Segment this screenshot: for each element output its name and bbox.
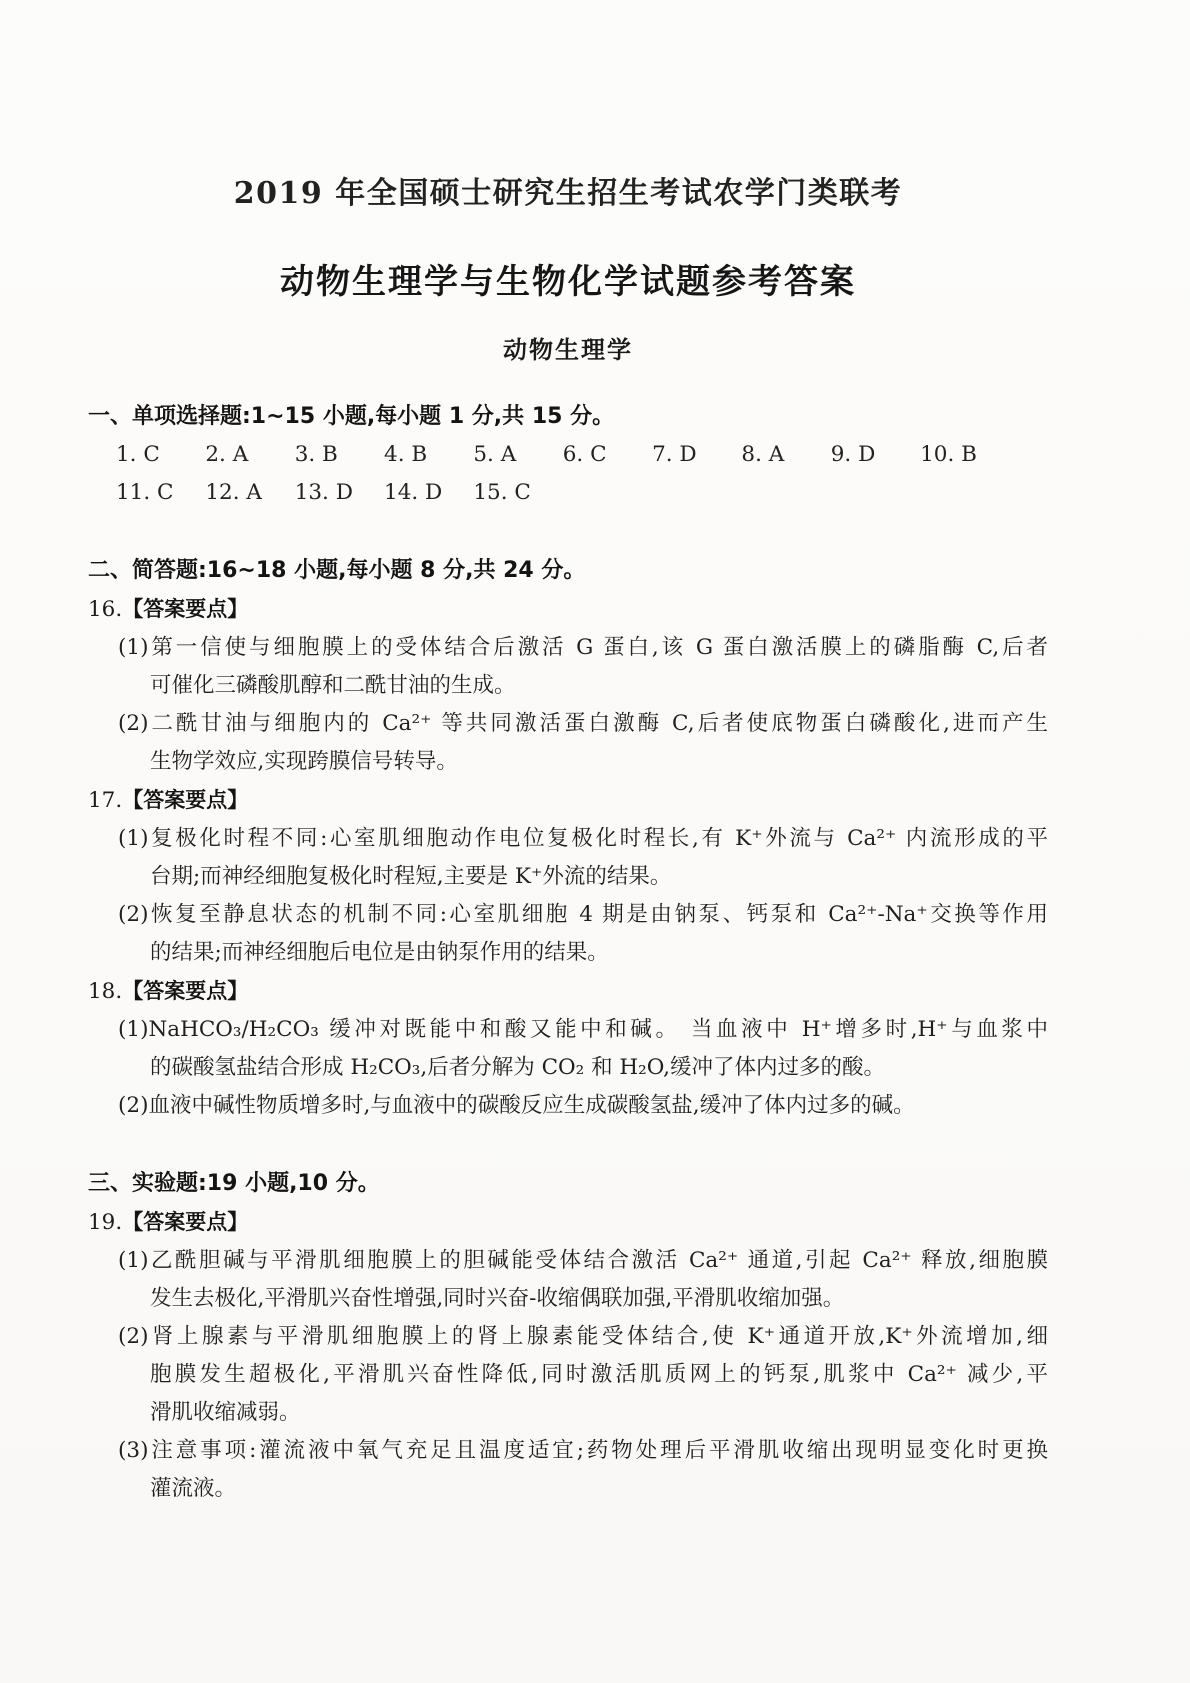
answer-line: 胞膜发生超极化,平滑肌兴奋性降低,同时激活肌质网上的钙泵,肌浆中 Ca²⁺ 减少,平	[150, 1362, 1048, 1387]
question-number: 19.	[88, 1210, 123, 1235]
answer-item: 13. D	[294, 480, 353, 505]
answer-item: 1. C	[116, 442, 160, 467]
question-19-block	[88, 1203, 1048, 1508]
answer-line: (1)复极化时程不同:心室肌细胞动作电位复极化时程长,有 K⁺外流与 Ca²⁺ 内流形成的平	[118, 826, 1048, 851]
question-18-label	[88, 972, 1048, 1011]
answer-line: 台期;而神经细胞复极化时程短,主要是 K⁺外流的结果。	[150, 864, 672, 889]
answer-line: 生物学效应,实现跨膜信号转导。	[150, 749, 458, 774]
answer-item: 11. C	[116, 480, 174, 505]
answer-key-tag: 【答案要点】	[122, 597, 249, 621]
exam-title: 2019 年全国硕士研究生招生考试农学门类联考	[233, 176, 903, 211]
answer-line: 灌流液。	[150, 1476, 237, 1501]
section-2-heading: 二、简答题:16~18 小题,每小题 8 分,共 24 分。	[88, 558, 586, 583]
answer-item: 7. D	[652, 442, 697, 467]
answer-item: 8. A	[741, 442, 785, 467]
answer-item: 3. B	[294, 442, 338, 467]
question-17-block	[88, 781, 1048, 972]
answer-line: 发生去极化,平滑肌兴奋性增强,同时兴奋-收缩偶联加强,平滑肌收缩加强。	[150, 1286, 845, 1311]
answer-key-tag: 【答案要点】	[122, 979, 249, 1003]
question-number: 18.	[88, 979, 123, 1004]
question-number: 17.	[88, 788, 123, 813]
answer-line: 可催化三磷酸肌醇和二酰甘油的生成。	[150, 673, 516, 698]
question-19-label	[88, 1203, 1048, 1242]
question-18-block	[88, 972, 1048, 1125]
answer-key-tag: 【答案要点】	[122, 1210, 249, 1234]
answer-item: 5. A	[473, 442, 517, 467]
question-16-block	[88, 590, 1048, 781]
question-17-label	[88, 781, 1048, 820]
answer-item: 2. A	[205, 442, 249, 467]
answer-line: (1)乙酰胆碱与平滑肌细胞膜上的胆碱能受体结合激活 Ca²⁺ 通道,引起 Ca²⁺ 释放,细胞膜	[118, 1248, 1048, 1273]
answer-line: (2)血液中碱性物质增多时,与血液中的碳酸反应生成碳酸氢盐,缓冲了体内过多的碱。	[118, 1093, 915, 1118]
answers-row-2	[116, 474, 1048, 512]
answer-line: 的结果;而神经细胞后电位是由钠泵作用的结果。	[150, 940, 609, 965]
section-1-heading: 一、单项选择题:1~15 小题,每小题 1 分,共 15 分。	[88, 404, 615, 429]
answer-line: (1)NaHCO₃/H₂CO₃ 缓冲对既能中和酸又能中和碱。 当血液中 H⁺增多时,H⁺与血浆中	[118, 1017, 1048, 1042]
answers-row-1	[116, 436, 1048, 474]
answer-item: 9. D	[830, 442, 876, 467]
section-3-heading: 三、实验题:19 小题,10 分。	[88, 1171, 380, 1196]
answer-item: 4. B	[384, 442, 428, 467]
question-16-label	[88, 590, 1048, 629]
subject-heading: 动物生理学	[503, 336, 633, 364]
answer-line: (3)注意事项:灌流液中氧气充足且温度适宜;药物处理后平滑肌收缩出现明显变化时更换	[118, 1438, 1048, 1463]
answer-line: 的碳酸氢盐结合形成 H₂CO₃,后者分解为 CO₂ 和 H₂O,缓冲了体内过多的酸。	[150, 1055, 886, 1080]
answer-item: 6. C	[562, 442, 607, 467]
answer-line: (2)二酰甘油与细胞内的 Ca²⁺ 等共同激活蛋白激酶 C,后者使底物蛋白磷酸化,进而产生	[118, 711, 1048, 736]
answer-item: 15. C	[473, 480, 531, 505]
answer-item: 10. B	[920, 442, 977, 467]
answer-key-tag: 【答案要点】	[122, 788, 249, 812]
answer-line: (2)肾上腺素与平滑肌细胞膜上的肾上腺素能受体结合,使 K⁺通道开放,K⁺外流增加,细	[118, 1324, 1048, 1349]
answer-line: (2)恢复至静息状态的机制不同:心室肌细胞 4 期是由钠泵、钙泵和 Ca²⁺-Na⁺交换等作用	[118, 902, 1048, 927]
answer-line: 滑肌收缩减弱。	[150, 1400, 301, 1425]
document-title: 动物生理学与生物化学试题参考答案	[280, 262, 856, 302]
question-number: 16.	[88, 597, 123, 622]
answer-line: (1)第一信使与细胞膜上的受体结合后激活 G 蛋白,该 G 蛋白激活膜上的磷脂酶 C,后者	[118, 635, 1048, 660]
answer-item: 14. D	[384, 480, 443, 505]
answer-item: 12. A	[205, 480, 262, 505]
